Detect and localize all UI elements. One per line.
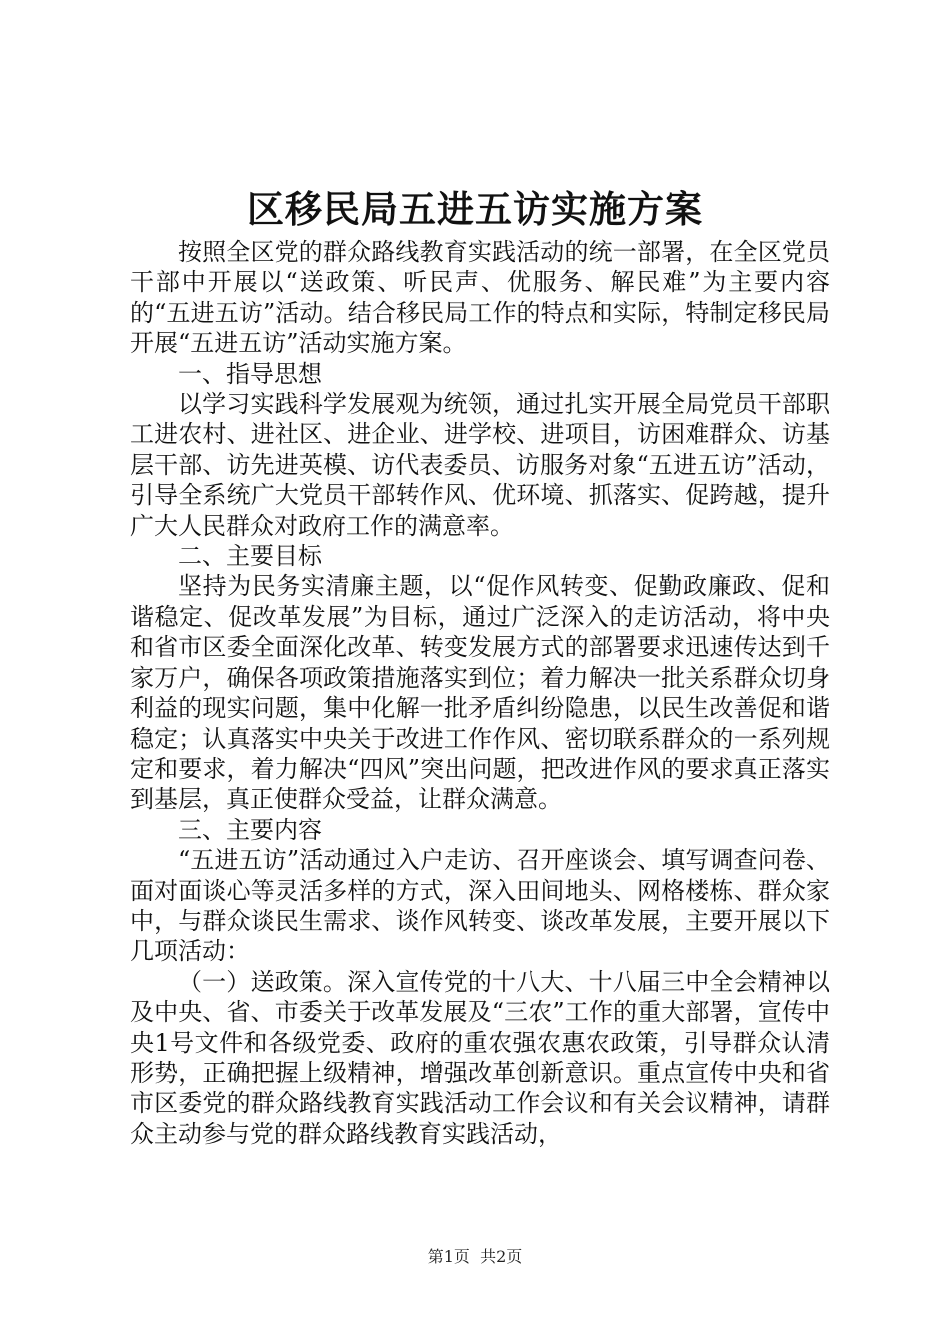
paragraph-intro: 按照全区党的群众路线教育实践活动的统一部署，在全区党员干部中开展以“送政策、听民声、优服务、解民难”为主要内容的“五进五访”活动。结合移民局工作的特点和实际，特制定移民局开展“五进五访”活动实施方案。	[130, 238, 830, 358]
footer-separator	[470, 1247, 480, 1266]
document-title: 区移民局五进五访实施方案	[247, 187, 703, 231]
section-heading-content: 三、主要内容	[178, 815, 322, 844]
paragraph-goals: 坚持为民务实清廉主题，以“促作风转变、促勤政廉政、促和谐稳定、促改革发展”为目标，通过广泛深入的走访活动，将中央和省市区委全面深化改革、转变发展方式的部署要求迅速传达到千家万户，确保各项政策措施落实到位；着力解决一批关系群众切身利益的现实问题，集中化解一批矛盾纠纷隐患，以民生改善促和谐稳定；认真落实中央关于改进工作作风、密切联系群众的一系列规定和要求，着力解决“四风”突出问题，把改进作风的要求真正落实到基层，真正使群众受益，让群众满意。	[130, 572, 830, 814]
paragraph-guiding: 以学习实践科学发展观为统领，通过扎实开展全局党员干部职工进农村、进社区、进企业、进学校、进项目，访困难群众、访基层干部、访先进英模、访代表委员、访服务对象“五进五访”活动，引导全系统广大党员干部转作风、优环境、抓落实、促跨越，提升广大人民群众对政府工作的满意率。	[130, 390, 830, 540]
paragraph-content: “五进五访”活动通过入户走访、召开座谈会、填写调查问卷、面对面谈心等灵活多样的方式，深入田间地头、网格楼栋、群众家中，与群众谈民生需求、谈作风转变、谈改革发展，主要开展以下几项活动：	[130, 846, 830, 966]
section-heading-goals: 二、主要目标	[178, 542, 322, 571]
page-footer	[0, 1246, 950, 1268]
page-total: 共2页	[480, 1247, 523, 1266]
page-number: 第1页	[427, 1247, 470, 1266]
paragraph-send-policy: （一）送政策。深入宣传党的十八大、十八届三中全会精神以及中央、省、市委关于改革发展及“三农”工作的重大部署，宣传中央1号文件和各级党委、政府的重农强农惠农政策，引导群众认清形势，正确把握上级精神，增强改革创新意识。重点宣传中央和省市区委党的群众路线教育实践活动工作会议和有关会议精神，请群众主动参与党的群众路线教育实践活动，	[130, 967, 830, 1148]
section-heading-guiding: 一、指导思想	[178, 359, 322, 388]
document-body	[130, 237, 830, 1149]
